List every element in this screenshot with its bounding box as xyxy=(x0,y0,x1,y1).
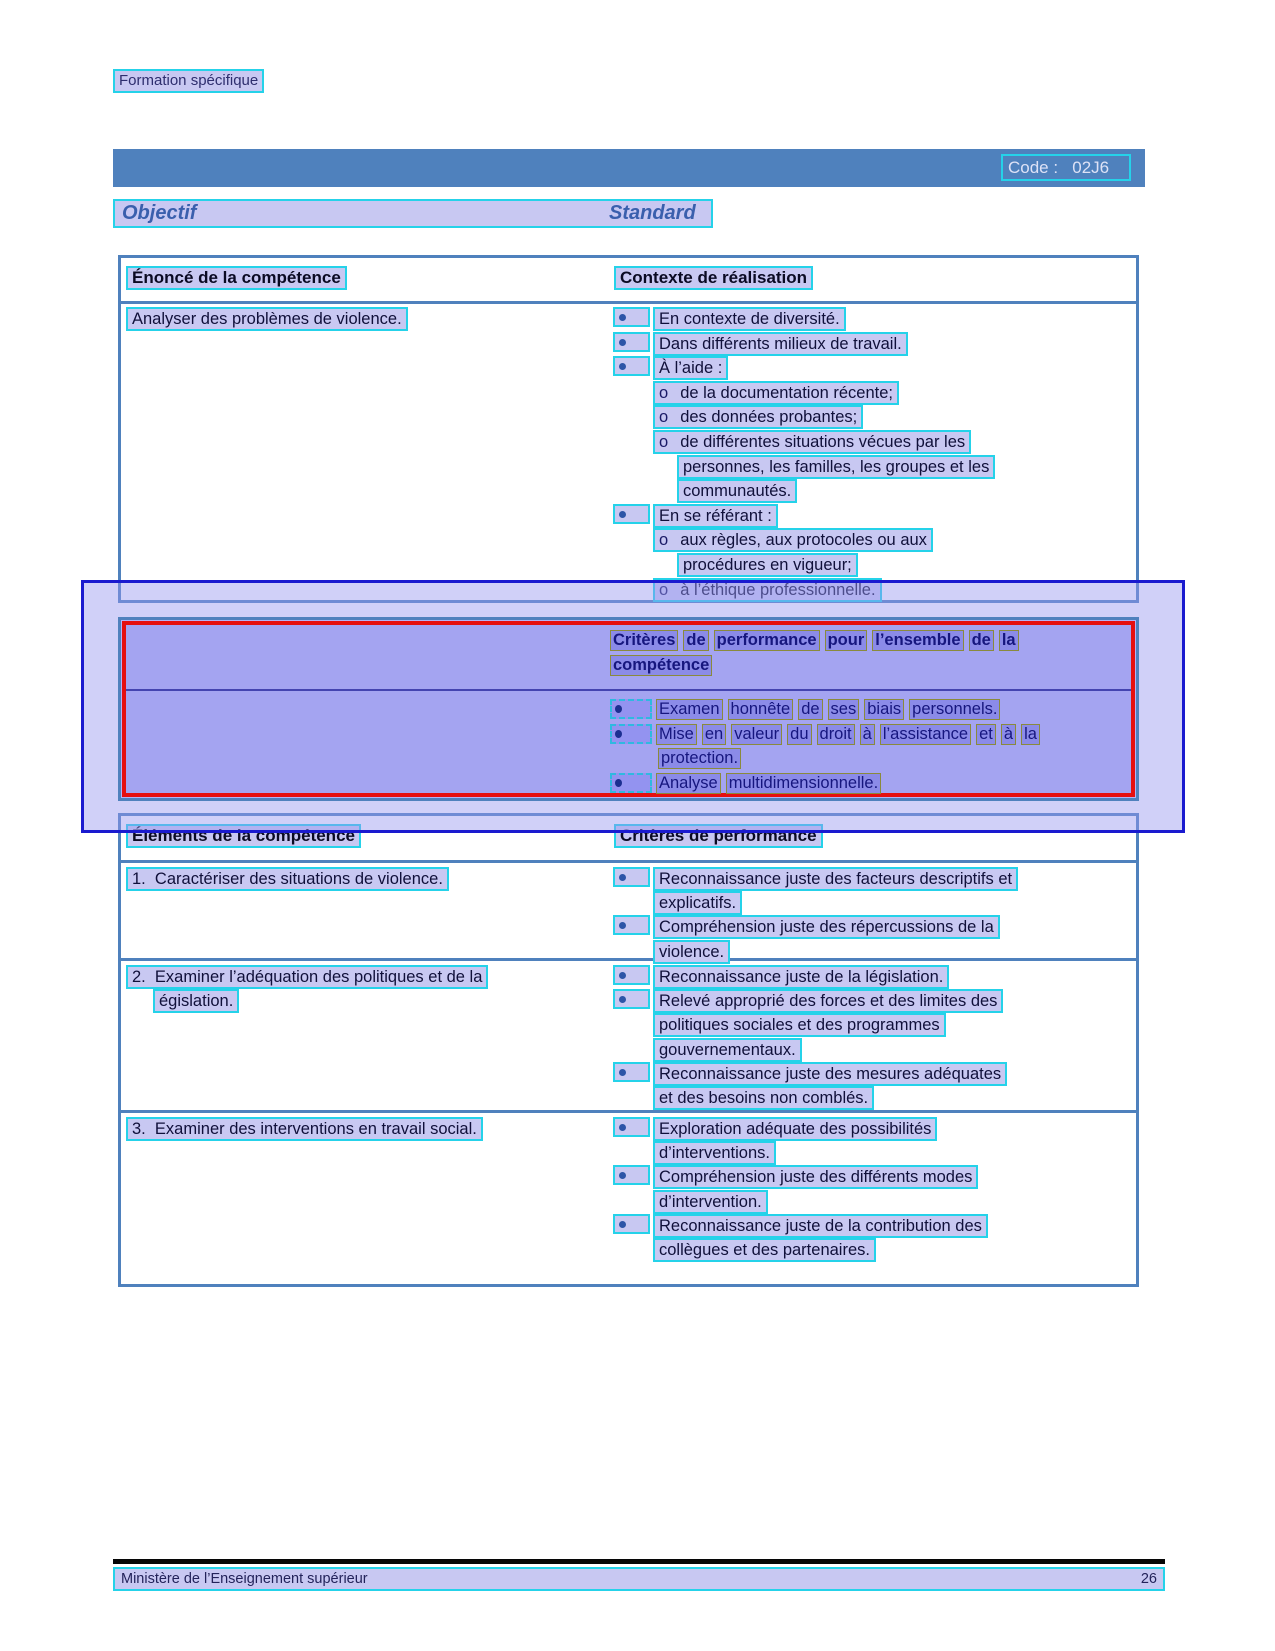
list-line xyxy=(609,1238,1136,1262)
highlighted-text: gouvernementaux. xyxy=(653,1038,802,1062)
table-row xyxy=(121,961,1136,1113)
highlighted-text: politiques sociales et des programmes xyxy=(653,1013,946,1037)
highlighted-text: égislation. xyxy=(153,989,239,1013)
criteria-whole-competency-section xyxy=(118,617,1139,801)
word-box: à xyxy=(1001,724,1016,745)
criteria-section-title xyxy=(126,625,1131,679)
criteria-title-line xyxy=(610,655,1131,680)
column-header: Éléments de la compétence xyxy=(126,824,361,848)
word-box: la xyxy=(999,630,1019,651)
bullet-icon xyxy=(613,307,650,327)
bullet-dot-icon xyxy=(619,339,626,346)
bullet-dot-icon xyxy=(619,1124,626,1131)
bullet-icon xyxy=(610,699,652,719)
bullet-icon xyxy=(613,356,650,376)
word-box: honnête xyxy=(728,699,794,720)
word-box: valeur xyxy=(731,724,782,745)
table1-header-cell-left xyxy=(121,258,609,301)
criteria-bullet-line xyxy=(658,748,1131,773)
competency-table xyxy=(118,255,1139,603)
red-annotation-frame xyxy=(122,621,1135,797)
list-line xyxy=(609,915,1136,939)
table2-header-cell-right xyxy=(609,816,1136,860)
highlighted-text: Reconnaissance juste de la contribution des xyxy=(653,1214,988,1238)
word-box: ses xyxy=(828,699,860,720)
table-row xyxy=(121,1113,1136,1275)
bullet-icon xyxy=(613,1062,650,1082)
highlighted-text: d’interventions. xyxy=(653,1141,776,1165)
bullet-icon xyxy=(613,504,650,524)
criteria-cell xyxy=(609,961,1136,1110)
word-box: en xyxy=(702,724,726,745)
criteria-bullet-line xyxy=(610,724,1131,749)
bullet-dot-icon xyxy=(619,1221,626,1228)
word-box: à xyxy=(860,724,875,745)
elements-table xyxy=(118,813,1139,1287)
section-label: Formation spécifique xyxy=(113,69,264,93)
table1-header-cell-right xyxy=(609,258,1136,301)
list-line xyxy=(609,578,1136,603)
highlighted-text: 2. Examiner l’adéquation des politiques et de la xyxy=(126,965,488,989)
word-box: performance xyxy=(714,630,820,651)
list-line xyxy=(609,1013,1136,1037)
criteria-cell xyxy=(609,1113,1136,1275)
bullet-icon xyxy=(613,989,650,1009)
criteria-cell xyxy=(609,863,1136,961)
list-line xyxy=(609,1214,1136,1238)
list-line xyxy=(609,307,1136,332)
highlighted-text: o des données probantes; xyxy=(653,405,863,429)
highlighted-text: collègues et des partenaires. xyxy=(653,1238,876,1262)
bullet-icon xyxy=(613,915,650,935)
highlighted-text: explicatifs. xyxy=(653,891,742,915)
word-box: Analyse xyxy=(656,773,721,794)
table2-rows xyxy=(121,863,1136,1275)
word-box: et xyxy=(976,724,996,745)
word-box: l’ensemble xyxy=(872,630,963,651)
element-line xyxy=(121,1117,609,1141)
criteria-section-bullets xyxy=(126,699,1131,797)
bullet-dot-icon xyxy=(619,972,626,979)
column-header: Critères de performance xyxy=(614,824,823,848)
bullet-dot-icon xyxy=(619,1069,626,1076)
standard-label: Standard xyxy=(609,202,696,224)
highlighted-text: et des besoins non comblés. xyxy=(653,1086,874,1110)
word-box: protection. xyxy=(658,748,741,769)
word-box: Mise xyxy=(656,724,697,745)
list-line xyxy=(609,1062,1136,1086)
list-line xyxy=(609,867,1136,891)
bullet-dot-icon xyxy=(619,996,626,1003)
bullet-dot-icon xyxy=(615,730,622,738)
word-box: compétence xyxy=(610,655,712,676)
highlighted-text: Exploration adéquate des possibilités xyxy=(653,1117,937,1141)
element-cell xyxy=(121,863,609,958)
column-header: Contexte de réalisation xyxy=(614,266,813,290)
bullet-icon xyxy=(613,1214,650,1234)
bullet-dot-icon xyxy=(619,511,626,518)
highlighted-text: En se référant : xyxy=(653,504,778,528)
footer-ministry: Ministère de l’Enseignement supérieur xyxy=(121,1571,368,1587)
element-cell xyxy=(121,961,609,1110)
highlighted-text: Reconnaissance juste des mesures adéquates xyxy=(653,1062,1007,1086)
bullet-dot-icon xyxy=(619,363,626,370)
bullet-dot-icon xyxy=(619,922,626,929)
table1-body-row xyxy=(121,304,1136,602)
word-box: Examen xyxy=(656,699,723,720)
word-box: de xyxy=(969,630,994,651)
bullet-icon xyxy=(613,332,650,352)
list-line xyxy=(609,405,1136,430)
highlighted-text: 3. Examiner des interventions en travail social. xyxy=(126,1117,483,1141)
column-header: Énoncé de la compétence xyxy=(126,266,347,290)
list-line xyxy=(609,1038,1136,1062)
list-line xyxy=(609,1086,1136,1110)
bullet-dot-icon xyxy=(615,779,622,787)
criteria-bullet-line xyxy=(610,699,1131,724)
word-box: Critères xyxy=(610,630,678,651)
bullet-dot-icon xyxy=(619,874,626,881)
table2-header-row xyxy=(121,816,1136,863)
table2-header-cell-left xyxy=(121,816,609,860)
footer-page-number: 26 xyxy=(1140,1571,1157,1587)
highlighted-text: En contexte de diversité. xyxy=(653,307,846,331)
circle-bullet-icon: o xyxy=(659,580,669,599)
circle-bullet-icon: o xyxy=(659,432,669,451)
list-line xyxy=(609,891,1136,915)
list-line xyxy=(609,504,1136,529)
element-line xyxy=(121,867,609,891)
word-box: pour xyxy=(825,630,868,651)
highlighted-text: Reconnaissance juste de la législation. xyxy=(653,965,949,989)
list-line xyxy=(609,356,1136,381)
list-line xyxy=(609,989,1136,1013)
bullet-icon xyxy=(610,724,652,744)
list-line xyxy=(609,381,1136,406)
list-line xyxy=(609,455,1136,480)
bullet-dot-icon xyxy=(619,314,626,321)
element-cell xyxy=(121,1113,609,1275)
highlighted-text: o de différentes situations vécues par les xyxy=(653,430,971,454)
criteria-title-line xyxy=(610,630,1131,655)
highlighted-text: violence. xyxy=(653,940,730,964)
bullet-icon xyxy=(613,1165,650,1185)
list-line xyxy=(609,332,1136,357)
objectif-label: Objectif xyxy=(122,202,197,224)
word-box: la xyxy=(1021,724,1040,745)
highlighted-text: Reconnaissance juste des facteurs descriptifs et xyxy=(653,867,1018,891)
table-row xyxy=(121,863,1136,961)
context-list xyxy=(609,304,1136,602)
word-box: multidimensionnelle. xyxy=(726,773,882,794)
footer-rule xyxy=(113,1559,1165,1564)
circle-bullet-icon: o xyxy=(659,531,669,550)
list-line xyxy=(609,479,1136,504)
highlighted-text: À l’aide : xyxy=(653,356,728,380)
highlighted-text: personnes, les familles, les groupes et les xyxy=(677,455,995,479)
list-line xyxy=(609,553,1136,578)
word-box: personnels. xyxy=(909,699,1000,720)
table1-header-row xyxy=(121,258,1136,304)
word-box: biais xyxy=(864,699,904,720)
word-box: l’assistance xyxy=(880,724,971,745)
highlighted-text: o aux règles, aux protocoles ou aux xyxy=(653,528,933,552)
highlighted-text: Dans différents milieux de travail. xyxy=(653,332,908,356)
list-line xyxy=(609,430,1136,455)
word-box: de xyxy=(683,630,708,651)
title-bar xyxy=(113,149,1145,187)
bullet-dot-icon xyxy=(615,705,622,713)
circle-bullet-icon: o xyxy=(659,383,669,402)
criteria-bullet-line xyxy=(610,773,1131,798)
word-box: droit xyxy=(817,724,855,745)
highlighted-text: Relevé approprié des forces et des limites des xyxy=(653,989,1003,1013)
list-line xyxy=(609,528,1136,553)
list-line xyxy=(609,1141,1136,1165)
word-box: de xyxy=(798,699,822,720)
element-line xyxy=(121,989,609,1013)
highlighted-text: Compréhension juste des répercussions de la xyxy=(653,915,1000,939)
objectif-standard-row xyxy=(113,199,713,228)
bullet-dot-icon xyxy=(619,1172,626,1179)
list-line xyxy=(609,1165,1136,1189)
element-line xyxy=(121,965,609,989)
footer xyxy=(113,1567,1165,1591)
word-box: du xyxy=(787,724,811,745)
bullet-icon xyxy=(613,965,650,985)
highlighted-text: Compréhension juste des différents modes xyxy=(653,1165,978,1189)
bullet-icon xyxy=(613,867,650,887)
circle-bullet-icon: o xyxy=(659,408,669,427)
list-line xyxy=(609,1117,1136,1141)
competency-statement-cell xyxy=(121,304,609,602)
highlighted-text: procédures en vigueur; xyxy=(677,553,858,577)
highlighted-text: communautés. xyxy=(677,479,797,503)
competency-statement: Analyser des problèmes de violence. xyxy=(126,307,408,331)
code-badge: Code : 02J6 xyxy=(1001,154,1131,181)
list-line xyxy=(609,1190,1136,1214)
highlighted-text: o à l’éthique professionnelle. xyxy=(653,578,882,602)
list-line xyxy=(609,965,1136,989)
criteria-divider xyxy=(126,689,1131,691)
highlighted-text: 1. Caractériser des situations de violence. xyxy=(126,867,449,891)
highlighted-text: d’intervention. xyxy=(653,1190,768,1214)
highlighted-text: o de la documentation récente; xyxy=(653,381,899,405)
bullet-icon xyxy=(610,773,652,793)
bullet-icon xyxy=(613,1117,650,1137)
